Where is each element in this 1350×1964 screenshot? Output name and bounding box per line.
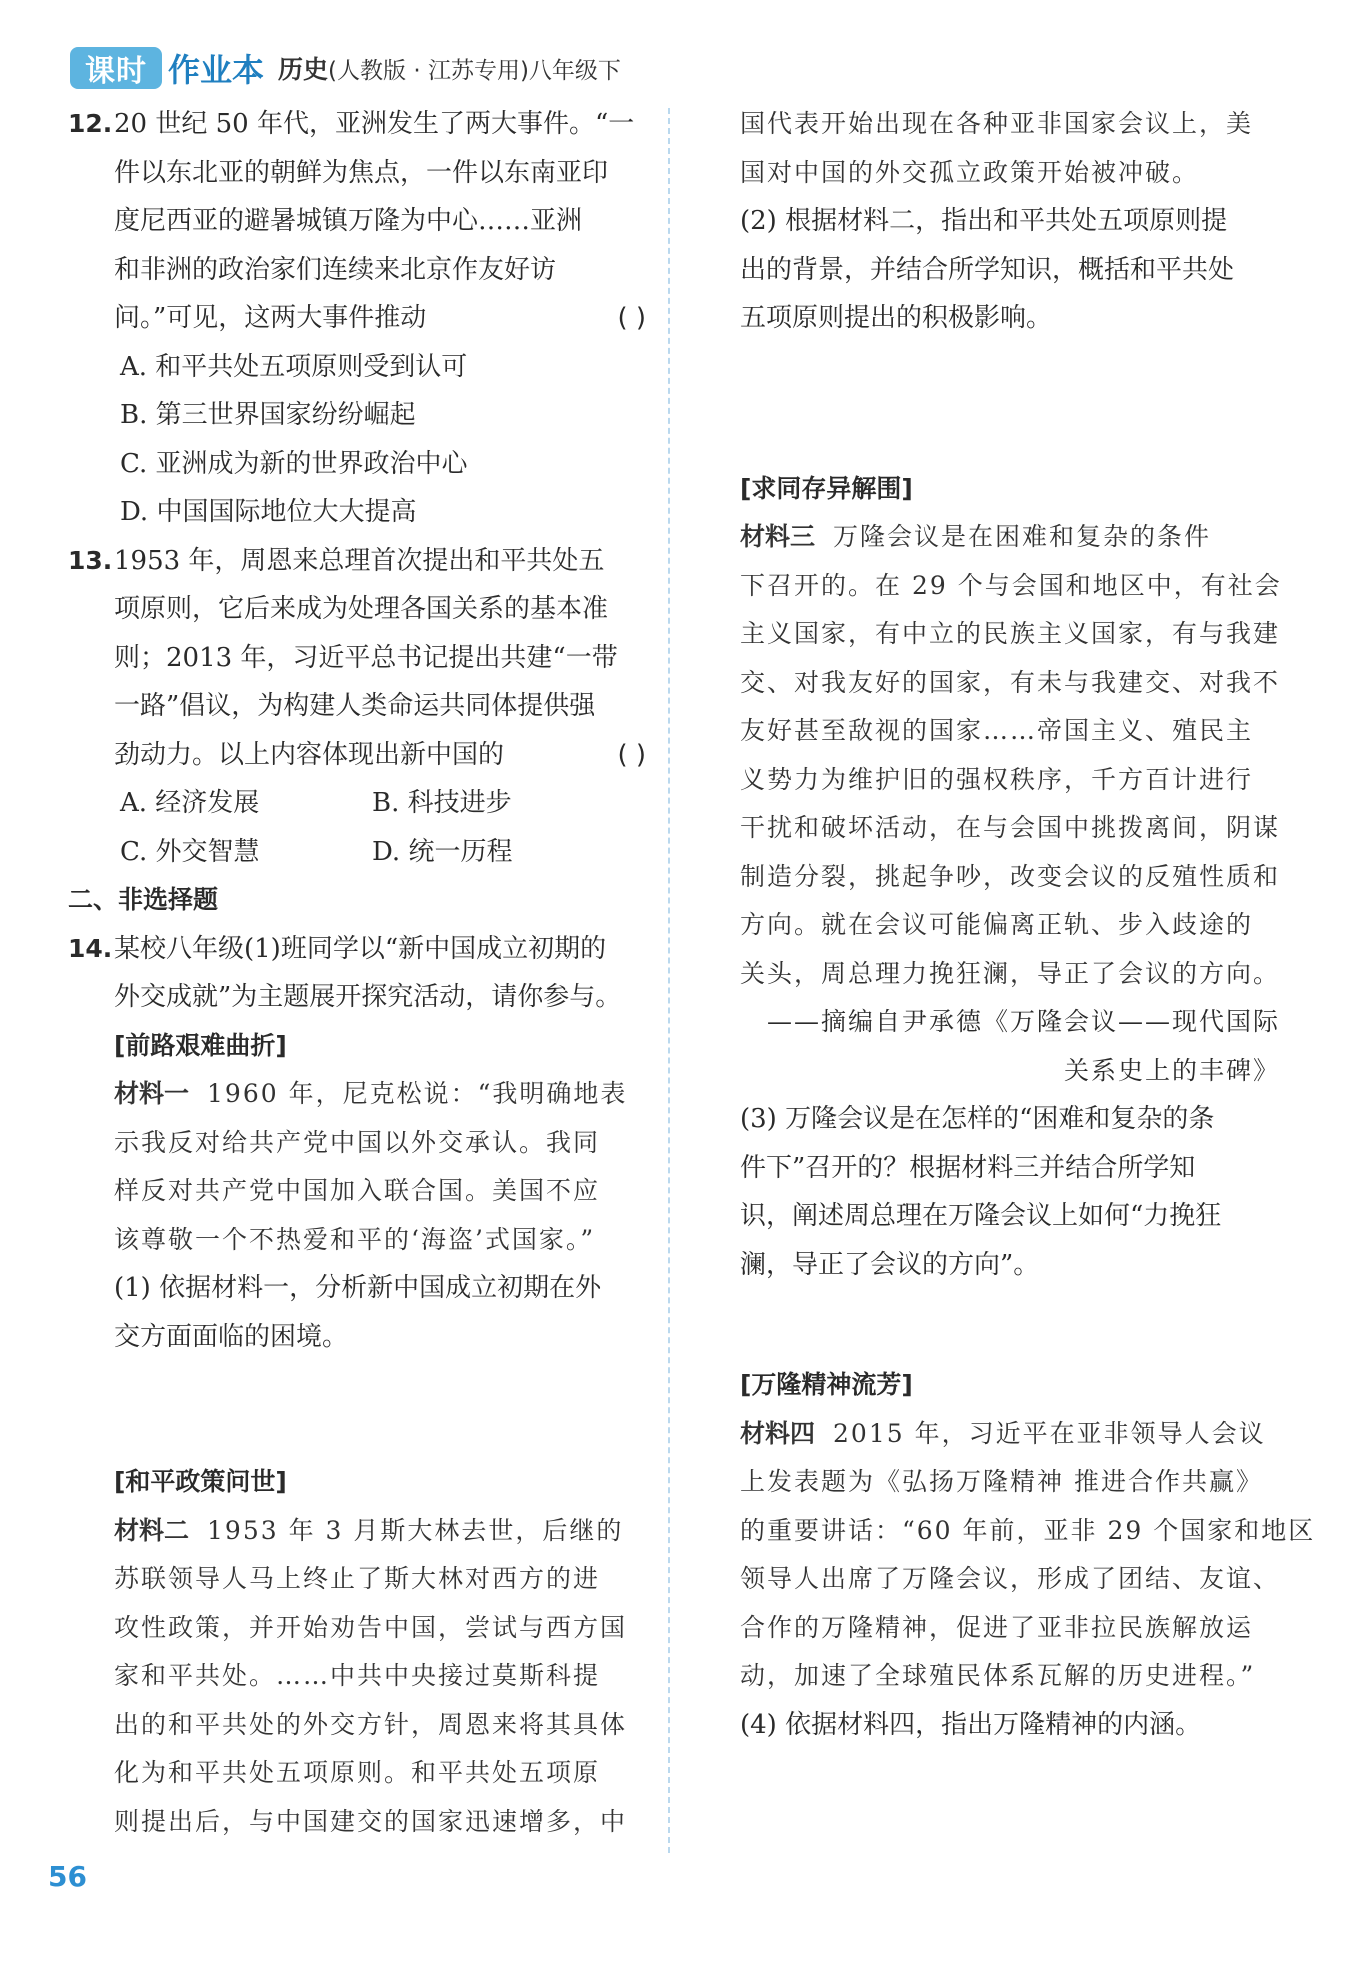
material-line: 样反对共产党中国加入联合国。美国不应 [114,1176,601,1205]
material-2-continued: 国代表开始出现在各种亚非国家会议上，美 [740,109,1254,138]
material-2: 材料二 1953 年 3 月斯大林去世，后继的 [114,1515,624,1545]
stem-line: 项原则，它后来成为处理各国关系的基本准 [114,594,609,624]
stem-line: 外交成就”为主题展开探究活动，请你参与。 [114,982,622,1012]
material-line: 出的和平共处的外交方针，周恩来将其具体 [114,1709,628,1739]
option-b[interactable]: B. 科技进步 [372,788,512,818]
material-line: 领导人出席了万隆会议，形成了团结、友谊、 [740,1564,1281,1593]
material-line: 友好甚至敌视的国家……帝国主义、殖民主 [740,716,1254,745]
stem-line: 1953 年，周恩来总理首次提出和平共处五 [114,545,605,576]
material-source: 关系史上的丰碑》 [1063,1055,1280,1085]
material-3: 材料三 万隆会议是在困难和复杂的条件 [740,522,1212,551]
question-number: 12. [68,109,113,138]
material-line: 示我反对给共产党中国以外交承认。我同 [114,1127,601,1157]
page-number: 56 [48,1860,87,1893]
stem-line: 件以东北亚的朝鲜为焦点，一件以东南亚印 [114,157,609,188]
material-line: 交、对我友好的国家，有未与我建交、对我不 [740,667,1281,697]
sub-question-line: 出的背景，并结合所学知识，概括和平共处 [740,254,1235,285]
option-a[interactable]: A. 经济发展 [120,788,260,818]
material-line: 关头，周总理力挽狂澜，导正了会议的方向。 [740,958,1281,988]
material-line: 化为和平共处五项原则。和平共处五项原 [114,1758,601,1787]
material-source: ——摘编自尹承德《万隆会议——现代国际 [766,1007,1280,1036]
sub-question-line: 交方面面临的困境。 [114,1321,349,1352]
section-heading: 二、非选择题 [68,885,219,914]
material-line: 干扰和破坏活动，在与会国中挑拨离间，阴谋 [740,813,1281,842]
question-stem [114,925,646,1022]
q14-parts [68,1022,646,1847]
option-d[interactable]: D. 统一历程 [372,836,513,867]
material-label: 材料四 [740,1418,816,1448]
question-13 [68,537,646,780]
material-line: 家和平共处。……中共中央接过莫斯科提 [114,1661,601,1690]
stem-line: ( ) 问。”可见，这两大事件推动 [114,294,646,343]
stem-line: 20 世纪 50 年代，亚洲发生了两大事件。“一 [114,109,635,139]
material-line: 制造分裂，挑起争吵，改变会议的反殖性质和 [740,861,1281,891]
material-line: 的重要讲话：“60 年前，亚非 29 个国家和地区 [740,1515,1316,1545]
stem-line: 度尼西亚的避暑城镇万隆为中心……亚洲 [114,206,583,236]
edition-label: (人教版 · 江苏专用)八年级下 [328,58,621,84]
question-14 [68,925,646,1022]
subject-label: 历史 [278,55,329,84]
material-line: 主义国家，有中立的民族主义国家，有与我建 [740,619,1281,648]
material-line: 动，加速了全球殖民体系瓦解的历史进程。” [740,1661,1256,1690]
topic-tag: [求同存异解围] [740,473,913,503]
option-d[interactable]: D. 中国国际地位大大提高 [120,497,417,527]
material-line: 方向。就在会议可能偏离正轨、步入歧途的 [740,910,1254,939]
material-line: 合作的万隆精神，促进了亚非拉民族解放运 [740,1612,1254,1642]
sub-question-3: (3) 万隆会议是在怎样的“困难和复杂的条 [740,1104,1215,1134]
answer-paren[interactable]: ( ) [617,303,646,333]
material-label: 材料二 [114,1515,190,1545]
material-line: 攻性政策，并开始劝告中国，尝试与西方国 [114,1612,628,1642]
answer-space[interactable] [740,1289,1280,1361]
material-label: 材料三 [740,522,816,551]
sub-question-line: 澜，导正了会议的方向”。 [740,1249,1040,1280]
sub-question-line: 识，阐述周总理在万隆会议上如何“力挽狂 [740,1201,1222,1231]
question-number: 14. [68,933,113,963]
topic-tag: [和平政策问世] [114,1467,287,1496]
stem-line: 则；2013 年，习近平总书记提出共建“一带 [114,642,618,673]
sub-question-2: (2) 根据材料二，指出和平共处五项原则提 [740,206,1228,236]
answer-space[interactable] [114,1361,646,1458]
stem-line: 和非洲的政治家们连续来北京作友好访 [114,254,557,285]
page-header [70,46,621,90]
stem-line: 一路”倡议，为构建人类命运共同体提供强 [114,691,596,721]
option-c[interactable]: C. 外交智慧 [120,836,260,867]
topic-tag: [万隆精神流芳] [740,1370,913,1399]
question-number: 13. [68,545,113,575]
material-line: 苏联领导人马上终止了斯大林对西方的进 [114,1564,601,1593]
brand-logo: 课时 [70,47,162,89]
left-column [68,100,646,1846]
material-4: 材料四 2015 年，习近平在亚非领导人会议 [740,1418,1266,1448]
sub-question-4: (4) 依据材料四，指出万隆精神的内涵。 [740,1709,1202,1740]
sub-question-line: 五项原则提出的积极影响。 [740,303,1053,333]
options-row [68,828,646,877]
sub-question-1: (1) 依据材料一，分析新中国成立初期在外 [114,1273,602,1303]
option-a[interactable]: A. 和平共处五项原则受到认可 [120,351,468,382]
material-label: 材料一 [114,1079,190,1108]
material-line: 上发表题为《弘扬万隆精神 推进合作共赢》 [740,1467,1263,1496]
question-12 [68,100,646,343]
right-column [740,100,1316,1749]
question-stem [114,537,646,780]
material-line: 国对中国的外交孤立政策开始被冲破。 [740,157,1200,187]
material-line: 该尊敬一个不热爱和平的‘海盗’式国家。” [114,1224,596,1254]
sub-question-line: 件下”召开的？根据材料三并结合所学知 [740,1152,1196,1183]
option-c[interactable]: C. 亚洲成为新的世界政治中心 [120,448,468,479]
option-b[interactable]: B. 第三世界国家纷纷崛起 [120,400,416,430]
book-info [278,50,621,86]
options-row [68,779,646,828]
stem-line: ( ) 劲动力。以上内容体现出新中国的 [114,731,646,780]
brand-name: 作业本 [168,51,265,89]
answer-paren[interactable]: ( ) [617,739,646,770]
question-stem [114,100,646,343]
topic-tag: [前路艰难曲折] [114,1030,287,1060]
material-1: 材料一 1960 年，尼克松说：“我明确地表 [114,1079,628,1108]
material-line: 则提出后，与中国建交的国家迅速增多，中 [114,1806,628,1836]
stem-line: 某校八年级(1)班同学以“新中国成立初期的 [114,933,607,964]
material-line: 下召开的。在 29 个与会国和地区中，有社会 [740,570,1282,600]
material-line: 义势力为维护旧的强权秩序，千方百计进行 [740,764,1254,794]
column-divider [668,108,670,1853]
answer-space[interactable] [740,343,1280,465]
